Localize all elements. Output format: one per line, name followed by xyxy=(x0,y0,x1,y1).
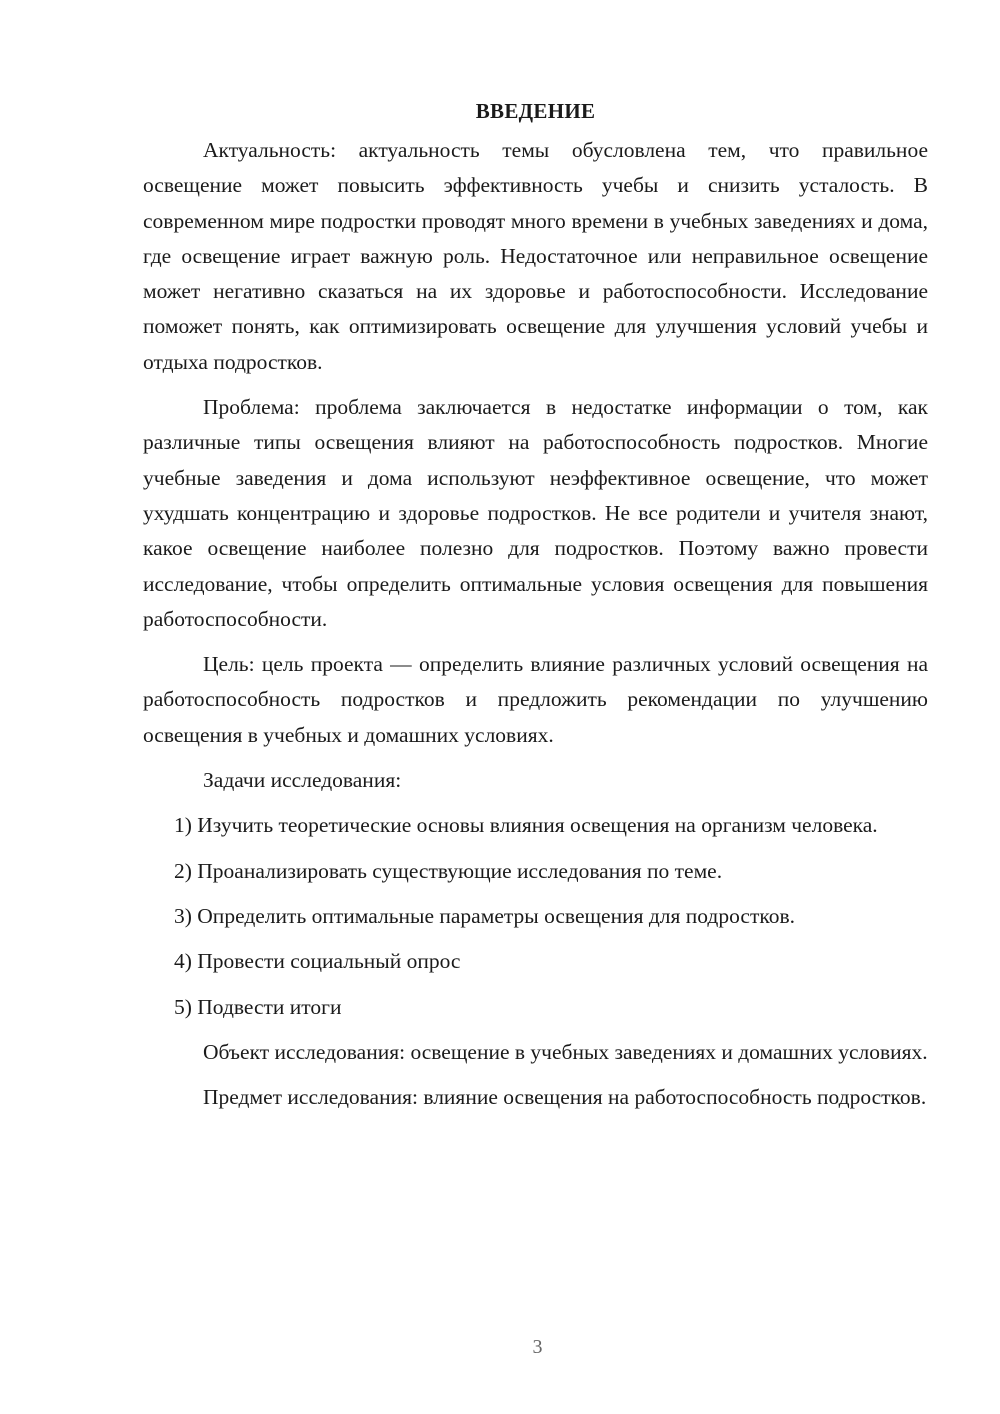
subject-paragraph: Предмет исследования: влияние освещения на работоспособность подростков. xyxy=(203,1085,927,1110)
object-paragraph: Объект исследования: освещение в учебных заведениях и домашних условиях. xyxy=(203,1039,928,1064)
tasks-heading: Задачи исследования: xyxy=(203,768,402,793)
task-item-4: 4) Провести социальный опрос xyxy=(174,949,461,974)
goal-paragraph: Цель: цель проекта — определить влияние различных условий освещения на работоспособность подростков и предложить рекомендации по улучшению освещения в учебных и домашних условиях. xyxy=(143,652,928,747)
relevance-paragraph: Актуальность: актуальность темы обусловлена тем, что правильное освещение может повысить эффективность учебы и снизить усталость. В современном мире подростки проводят много времени в учебных заведениях и дома, где освещение играет важную роль. Недостаточное или неправильное освещение может негативно сказаться на их здоровье и работоспособности. Исследование поможет понять, как оптимизировать освещение для улучшения условий учебы и отдыха подростков. xyxy=(143,138,928,374)
page-title: ВВЕДЕНИЕ xyxy=(475,99,596,123)
task-item-5: 5) Подвести итоги xyxy=(174,994,342,1019)
task-item-2: 2) Проанализировать существующие исследования по теме. xyxy=(174,858,723,883)
page-number: 3 xyxy=(532,1336,543,1358)
page-content xyxy=(143,96,928,1115)
task-item-1: 1) Изучить теоретические основы влияния освещения на организм человека. xyxy=(174,813,878,838)
problem-paragraph: Проблема: проблема заключается в недостатке информации о том, как различные типы освещения влияют на работоспособность подростков. Многие учебные заведения и дома используют неэффективное освещение, что может ухудшать концентрацию и здоровье подростков. Не все родители и учителя знают, какое освещение наиболее полезно для подростков. Поэтому важно провести исследование, чтобы определить оптимальные условия освещения для повышения работоспособности. xyxy=(143,395,928,631)
task-item-3: 3) Определить оптимальные параметры освещения для подростков. xyxy=(174,903,795,928)
